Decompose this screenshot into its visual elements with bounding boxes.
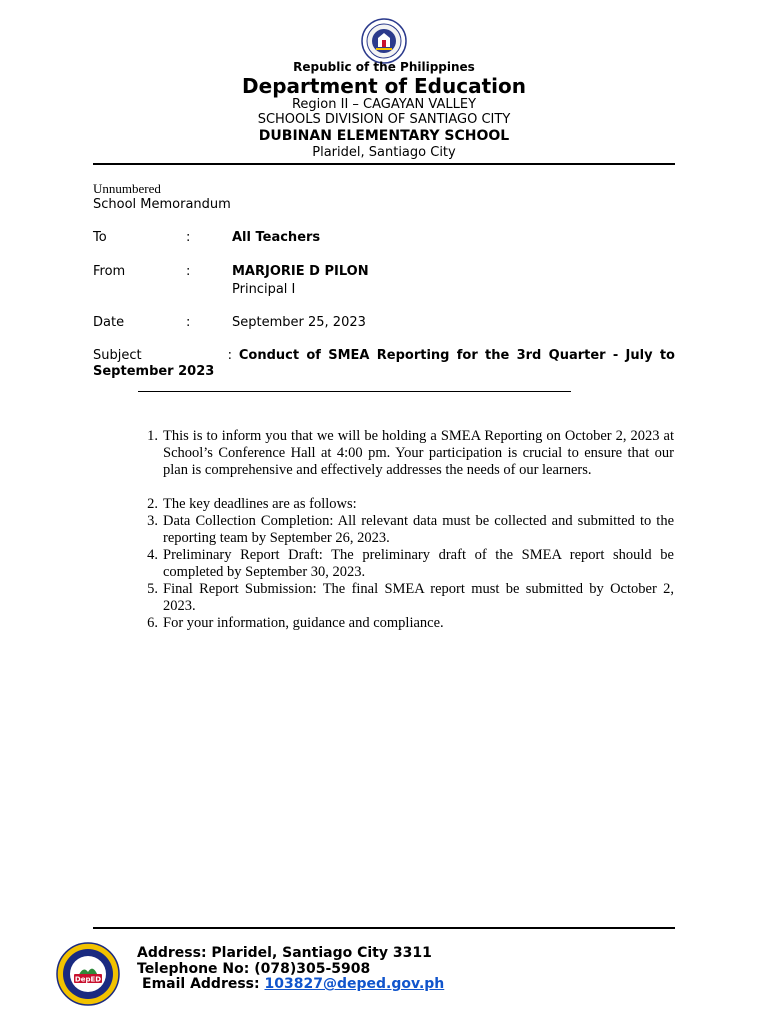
date-value: September 25, 2023 (232, 315, 366, 330)
numbered-list (147, 428, 674, 632)
subject-line (93, 348, 675, 380)
list-item (147, 581, 674, 615)
school-location: Plaridel, Santiago City (312, 145, 456, 160)
item-number: 5. (147, 581, 158, 597)
school-name: DUBINAN ELEMENTARY SCHOOL (258, 128, 510, 144)
list-item (147, 615, 674, 632)
item-text: Final Report Submission: The final SMEA report must be submitted by October 2, 2023. (163, 581, 674, 614)
subject-value: Conduct of SMEA Reporting for the 3rd Quarter - July to September 2023 (93, 348, 675, 379)
department-title: Department of Education (242, 74, 526, 98)
item-text: Preliminary Report Draft: The preliminary draft of the SMEA report should be completed by September 30, 2023. (163, 547, 674, 580)
list-item (147, 513, 674, 547)
header-divider (93, 163, 675, 165)
region-line: Region II – CAGAYAN VALLEY (291, 97, 477, 112)
item-number: 3. (147, 513, 158, 529)
school-logo (56, 942, 120, 1006)
item-number: 4. (147, 547, 158, 563)
item-number: 6. (147, 615, 158, 631)
logo-mark: DepED (74, 975, 102, 984)
item-text: This is to inform you that we will be holding a SMEA Reporting on October 2, 2023 at School’s Conference Hall at 4:00 pm. Your participation is crucial to ensure that our plan is comprehensive and effectively addresses the needs of our learners. (163, 428, 674, 478)
republic-line: Republic of the Philippines (293, 60, 475, 74)
memo-type: School Memorandum (93, 197, 231, 212)
subject-divider (138, 391, 571, 392)
to-value: All Teachers (232, 230, 321, 245)
item-number: 2. (147, 496, 158, 512)
footer-address: Address: Plaridel, Santiago City 3311 (137, 945, 432, 961)
email-link[interactable]: 103827@deped.gov.ph (264, 976, 445, 992)
school-seal-icon (56, 942, 120, 1006)
footer-email-line (142, 976, 444, 992)
date-colon: : (186, 315, 191, 330)
to-colon: : (186, 230, 191, 245)
memo-number: Unnumbered (93, 181, 161, 196)
to-label: To (93, 230, 107, 245)
footer-telephone: Telephone No: (078)305-5908 (137, 961, 371, 977)
division-line: SCHOOLS DIVISION OF SANTIAGO CITY (257, 112, 511, 127)
subject-colon: : (227, 348, 232, 363)
item-text: For your information, guidance and compliance. (163, 615, 444, 631)
from-colon: : (186, 264, 191, 279)
item-number: 1. (147, 428, 158, 444)
item-text: Data Collection Completion: All relevant data must be collected and submitted to the reporting team by September 26, 2023. (163, 513, 674, 546)
subject-label: Subject (93, 348, 142, 363)
from-label: From (93, 264, 126, 279)
list-item (147, 428, 674, 479)
list-item (147, 496, 674, 513)
date-label: Date (93, 315, 125, 330)
item-text: The key deadlines are as follows: (163, 496, 357, 512)
email-label: Email Address: (142, 976, 260, 992)
from-title: Principal I (232, 282, 296, 297)
deped-seal-logo (361, 18, 407, 64)
footer-divider (93, 927, 675, 929)
list-item (147, 547, 674, 581)
seal-icon (361, 18, 407, 64)
from-value: MARJORIE D PILON (232, 264, 369, 279)
memo-body (147, 428, 674, 632)
